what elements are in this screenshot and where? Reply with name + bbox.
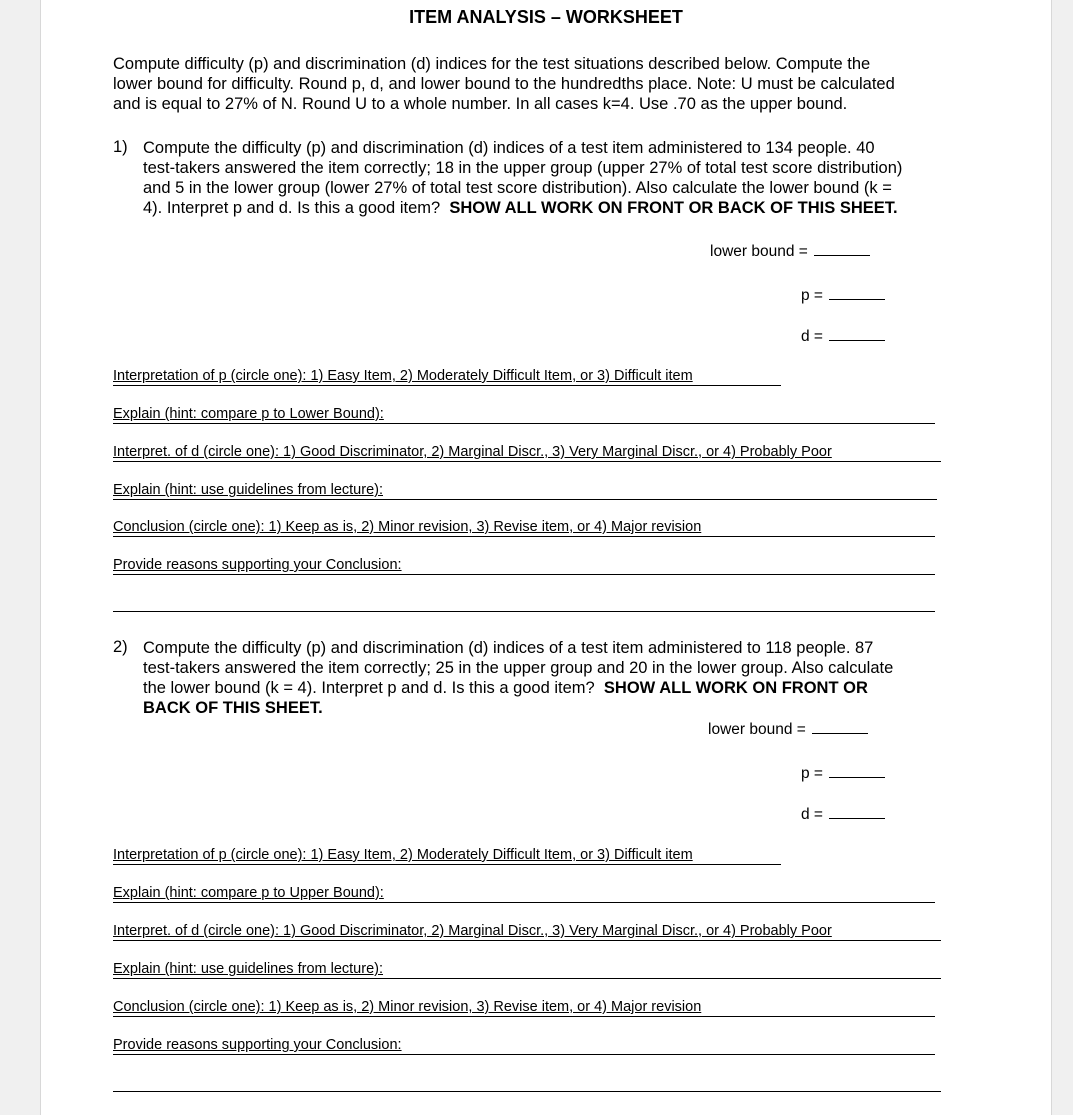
q2-p-blank[interactable]	[829, 765, 885, 778]
q1-d-label: d =	[801, 328, 823, 345]
q2-interpret-d-text: Interpret. of d (circle one): 1) Good Discriminator, 2) Marginal Discr., 3) Very Marginal Discr., or 4) Probably Poor	[113, 923, 832, 939]
question-2-line: Compute the difficulty (p) and discrimination (d) indices of a test item administered to 118 people. 87	[143, 639, 874, 657]
q2-conclusion-row[interactable]	[113, 998, 935, 1017]
q1-interpret-p-row[interactable]	[113, 367, 781, 386]
q1-p-blank[interactable]	[829, 287, 885, 300]
q1-interpret-p-text: Interpretation of p (circle one): 1) Easy Item, 2) Moderately Difficult Item, or 3) Difficult item	[113, 368, 693, 384]
instructions	[113, 54, 895, 114]
question-1-line: test-takers answered the item correctly; 18 in the upper group (upper 27% of total test score distribution)	[143, 159, 903, 177]
q2-lower-bound-blank[interactable]	[812, 721, 868, 734]
question-2-number: 2)	[113, 638, 128, 656]
q1-interpret-d-text: Interpret. of d (circle one): 1) Good Discriminator, 2) Marginal Discr., 3) Very Marginal Discr., or 4) Probably Poor	[113, 444, 832, 460]
q1-lower-bound-field[interactable]	[710, 243, 870, 261]
q1-conclusion-text: Conclusion (circle one): 1) Keep as is, 2) Minor revision, 3) Revise item, or 4) Major revision	[113, 519, 702, 535]
q2-interpret-d-row[interactable]	[113, 922, 941, 941]
question-1-emphasis: SHOW ALL WORK ON FRONT OR BACK OF THIS SHEET.	[449, 199, 898, 217]
instructions-line: and is equal to 27% of N. Round U to a whole number. In all cases k=4. Use .70 as the upper bound.	[113, 95, 848, 113]
q1-conclusion-row[interactable]	[113, 518, 935, 537]
q1-explain-p-row[interactable]	[113, 405, 935, 424]
q2-conclusion-text: Conclusion (circle one): 1) Keep as is, 2) Minor revision, 3) Revise item, or 4) Major revision	[113, 999, 702, 1015]
question-1-text	[143, 138, 902, 218]
q1-interpret-d-row[interactable]	[113, 443, 941, 462]
q2-lower-bound-field[interactable]	[708, 721, 868, 739]
q1-d-blank[interactable]	[829, 328, 885, 341]
question-1-number: 1)	[113, 138, 128, 156]
q2-d-label: d =	[801, 806, 823, 823]
q1-lower-bound-label: lower bound =	[710, 243, 808, 260]
q2-explain-d-row[interactable]	[113, 960, 941, 979]
instructions-line: Compute difficulty (p) and discrimination (d) indices for the test situations described below. Compute the	[113, 55, 871, 73]
q1-p-field[interactable]	[801, 287, 885, 305]
q2-interpret-p-text: Interpretation of p (circle one): 1) Easy Item, 2) Moderately Difficult Item, or 3) Difficult item	[113, 847, 693, 863]
q2-p-label: p =	[801, 765, 823, 782]
question-2-emphasis: BACK OF THIS SHEET.	[143, 699, 323, 717]
q2-d-blank[interactable]	[829, 806, 885, 819]
question-1-line: 4). Interpret p and d. Is this a good item?	[143, 199, 441, 217]
page-title: ITEM ANALYSIS – WORKSHEET	[409, 7, 683, 27]
question-1-line: and 5 in the lower group (lower 27% of total test score distribution). Also calculate the lower bound (k =	[143, 179, 892, 197]
q2-explain-p-text: Explain (hint: compare p to Upper Bound):	[113, 885, 384, 901]
q1-reasons-extra-line[interactable]	[113, 611, 935, 612]
q1-reasons-text: Provide reasons supporting your Conclusion:	[113, 557, 402, 573]
q1-explain-p-text: Explain (hint: compare p to Lower Bound):	[113, 406, 384, 422]
q2-reasons-extra-line[interactable]	[113, 1091, 941, 1092]
q2-d-field[interactable]	[801, 806, 885, 824]
q2-p-field[interactable]	[801, 765, 885, 783]
q2-explain-p-row[interactable]	[113, 884, 935, 903]
question-1-line: Compute the difficulty (p) and discrimination (d) indices of a test item administered to 134 people. 40	[143, 139, 875, 157]
q2-reasons-text: Provide reasons supporting your Conclusion:	[113, 1037, 402, 1053]
question-2-line: test-takers answered the item correctly; 25 in the upper group and 20 in the lower group. Also calculate	[143, 659, 894, 677]
q1-explain-d-row[interactable]	[113, 481, 937, 500]
q2-explain-d-text: Explain (hint: use guidelines from lecture):	[113, 961, 383, 977]
q1-lower-bound-blank[interactable]	[814, 243, 870, 256]
worksheet-page	[40, 0, 1052, 1115]
instructions-line: lower bound for difficulty. Round p, d, and lower bound to the hundredths place. Note: U must be calculated	[113, 75, 895, 93]
q1-d-field[interactable]	[801, 328, 885, 346]
q2-lower-bound-label: lower bound =	[708, 721, 806, 738]
q2-interpret-p-row[interactable]	[113, 846, 781, 865]
q1-reasons-row[interactable]	[113, 556, 935, 575]
q1-p-label: p =	[801, 287, 823, 304]
q1-explain-d-text: Explain (hint: use guidelines from lecture):	[113, 482, 383, 498]
q2-reasons-row[interactable]	[113, 1036, 935, 1055]
question-2-emphasis: SHOW ALL WORK ON FRONT OR	[603, 679, 868, 697]
question-2-line: the lower bound (k = 4). Interpret p and d. Is this a good item?	[143, 679, 595, 697]
question-2-text	[143, 638, 893, 718]
